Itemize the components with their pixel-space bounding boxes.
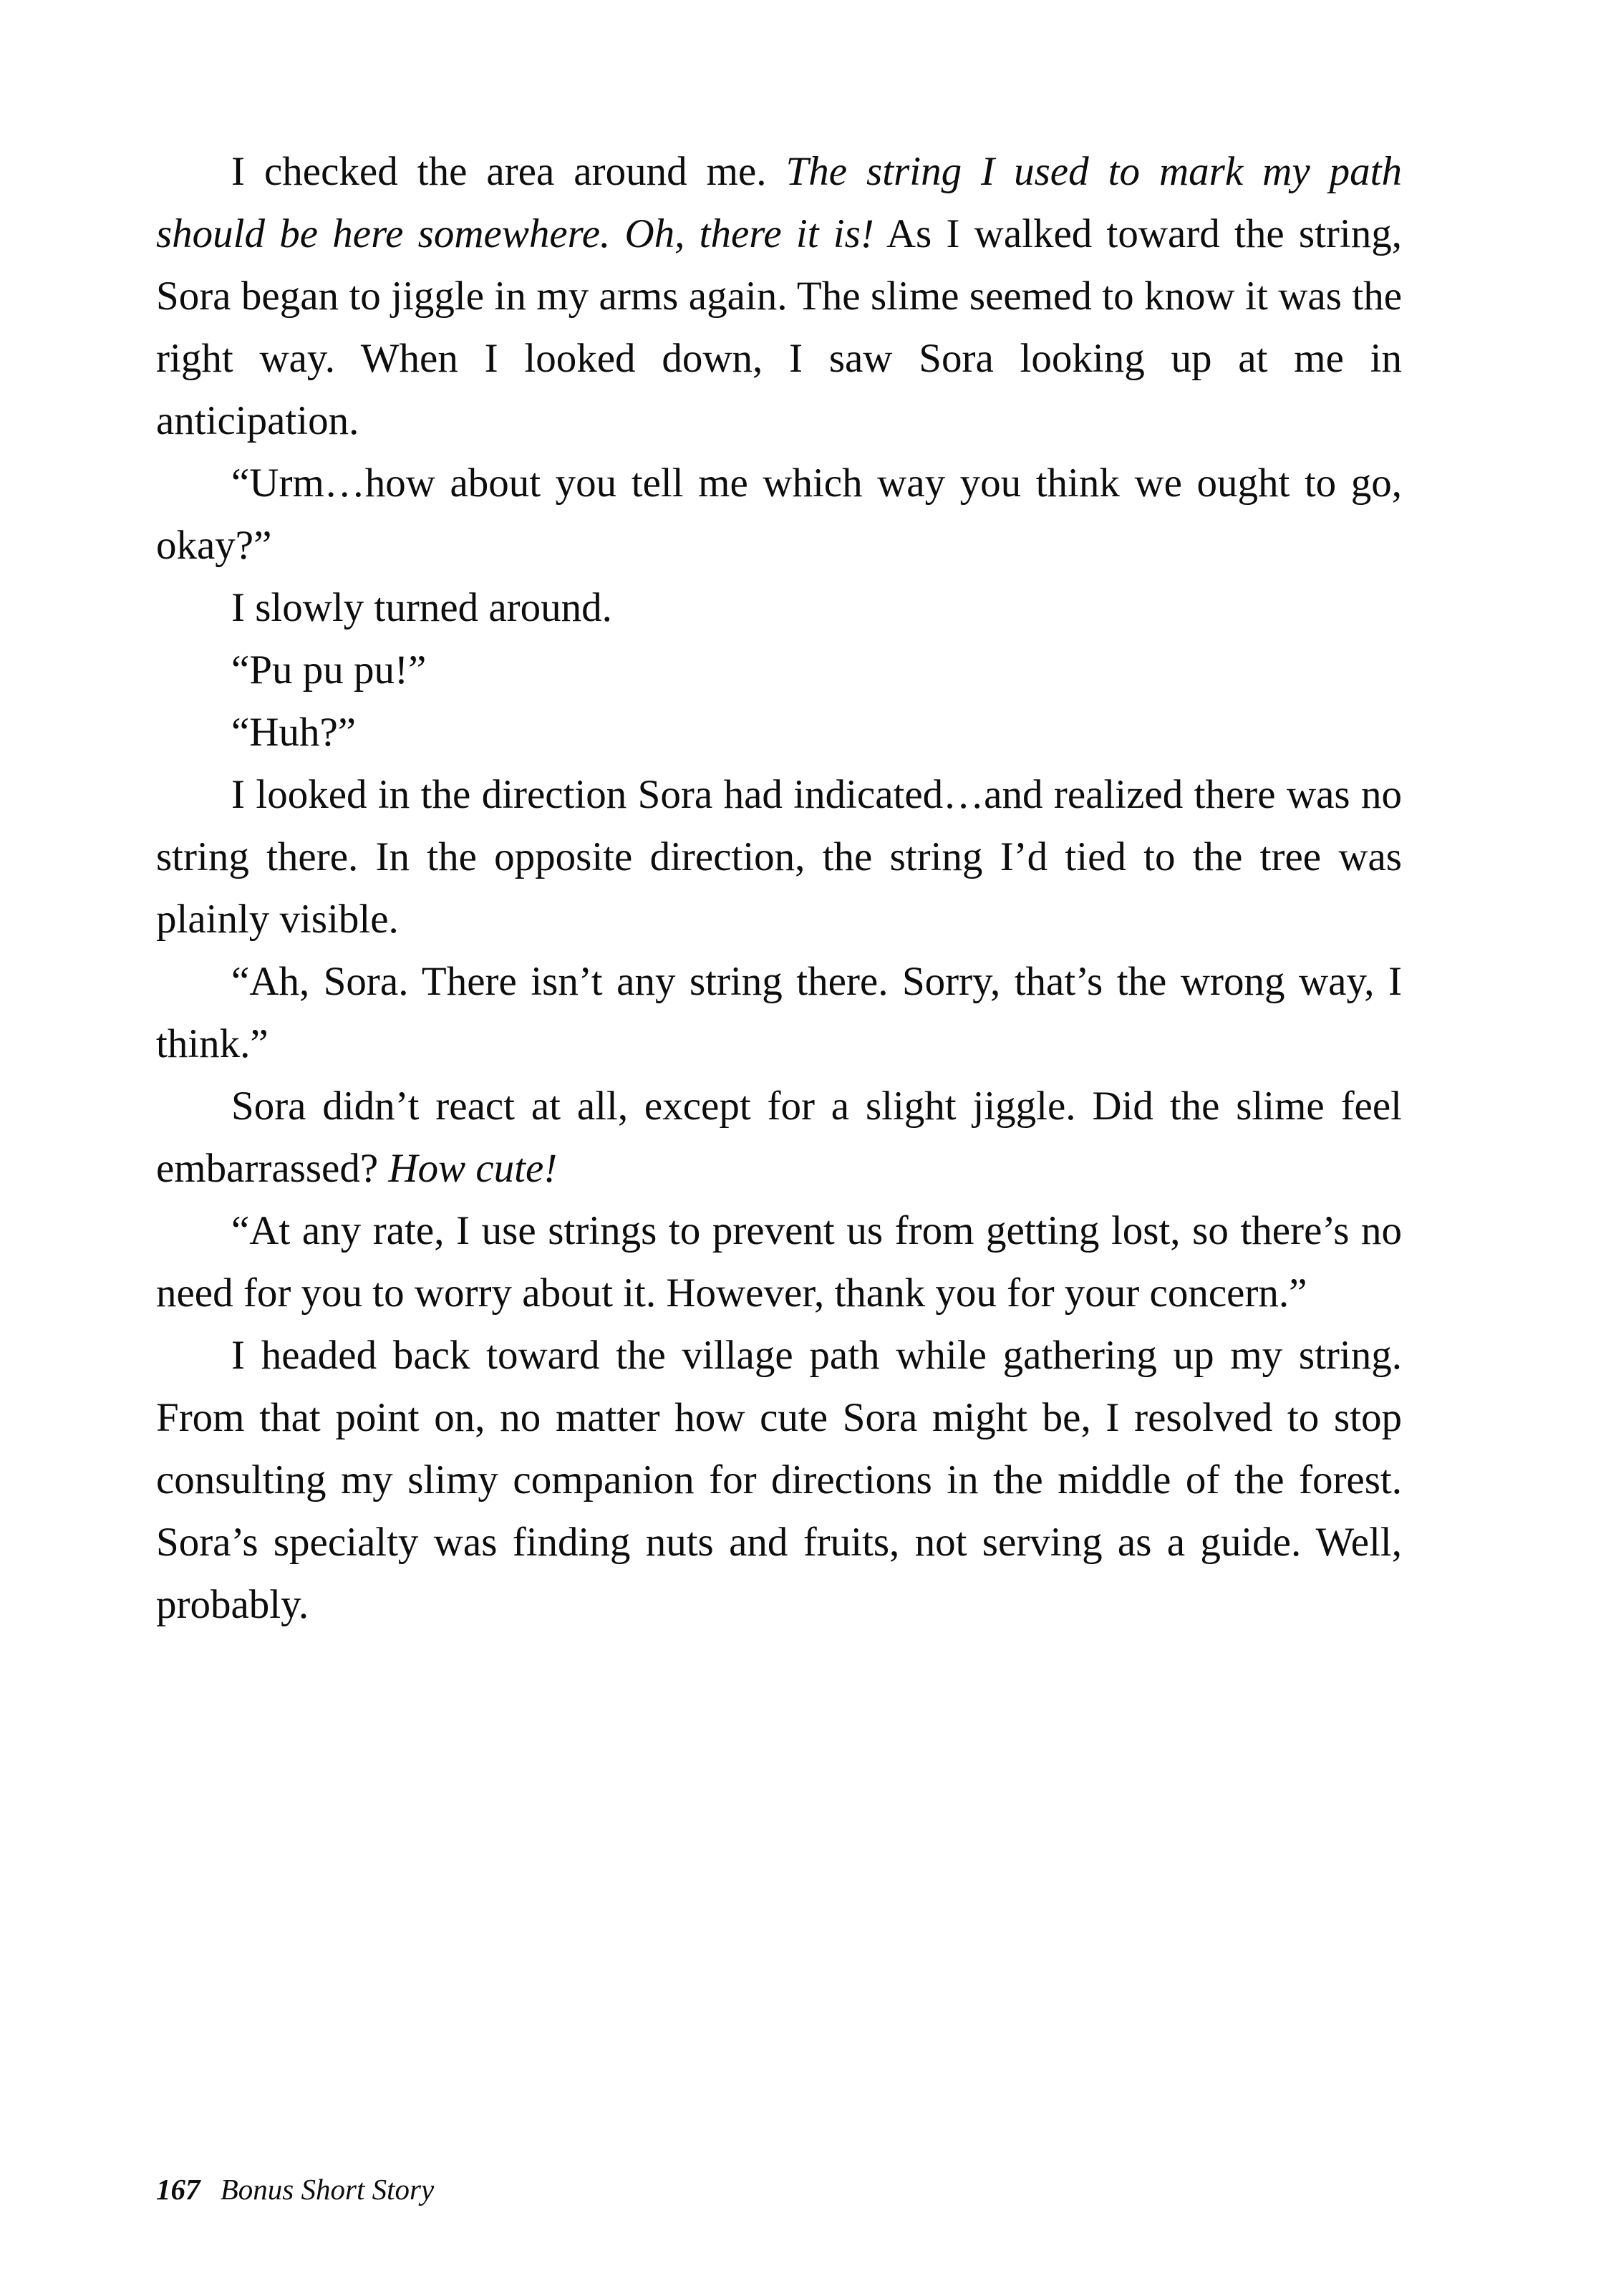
paragraph [156,1324,1402,1636]
paragraph [156,639,1402,701]
page-number: 167 [156,2173,200,2206]
body-text [156,140,1402,1636]
text-run: Sora didn’t react at all, except for a slight jiggle. Did the slime feel embarrassed? [156,1084,1402,1191]
footer-section-label: Bonus Short Story [220,2173,435,2206]
text-run: As I walked toward the string, Sora began to jiggle in my arms again. The slime seemed to know it was the right way. When I looked down, I saw Sora looking up at me in anticipation. [156,211,1402,443]
paragraph [156,950,1402,1075]
text-run: “Huh?” [231,710,357,755]
paragraph [156,1200,1402,1324]
paragraph [156,701,1402,763]
page-footer [156,2171,1402,2207]
italic-run: The string I used to mark my path should be here somewhere. Oh, there it is! [156,149,1402,256]
text-run: I slowly turned around. [231,585,612,630]
text-run: “Urm…how about you tell me which way you think we ought to go, okay?” [156,460,1402,568]
paragraph [156,452,1402,577]
paragraph [156,763,1402,950]
text-run: “Pu pu pu!” [231,647,427,693]
text-run: I headed back toward the village path while gathering up my string. From that point on, no matter how cute Sora might be, I resolved to stop consulting my slimy companion for directions in the middle of the forest. Sora’s specialty was finding nuts and fruits, not serving as a guide. Well, probably. [156,1333,1402,1627]
paragraph [156,1075,1402,1200]
text-run: I looked in the direction Sora had indicated…and realized there was no string there. In the opposite direction, the string I’d tied to the tree was plainly visible. [156,772,1402,942]
text-run: I checked the area around me. [231,149,786,194]
italic-run: How cute! [388,1146,558,1191]
paragraph [156,140,1402,452]
text-run: “Ah, Sora. There isn’t any string there. Sorry, that’s the wrong way, I think.” [156,959,1402,1066]
text-run: “At any rate, I use strings to prevent us from getting lost, so there’s no need for you to worry about it. However, thank you for your concern.” [156,1208,1402,1316]
paragraph [156,577,1402,639]
